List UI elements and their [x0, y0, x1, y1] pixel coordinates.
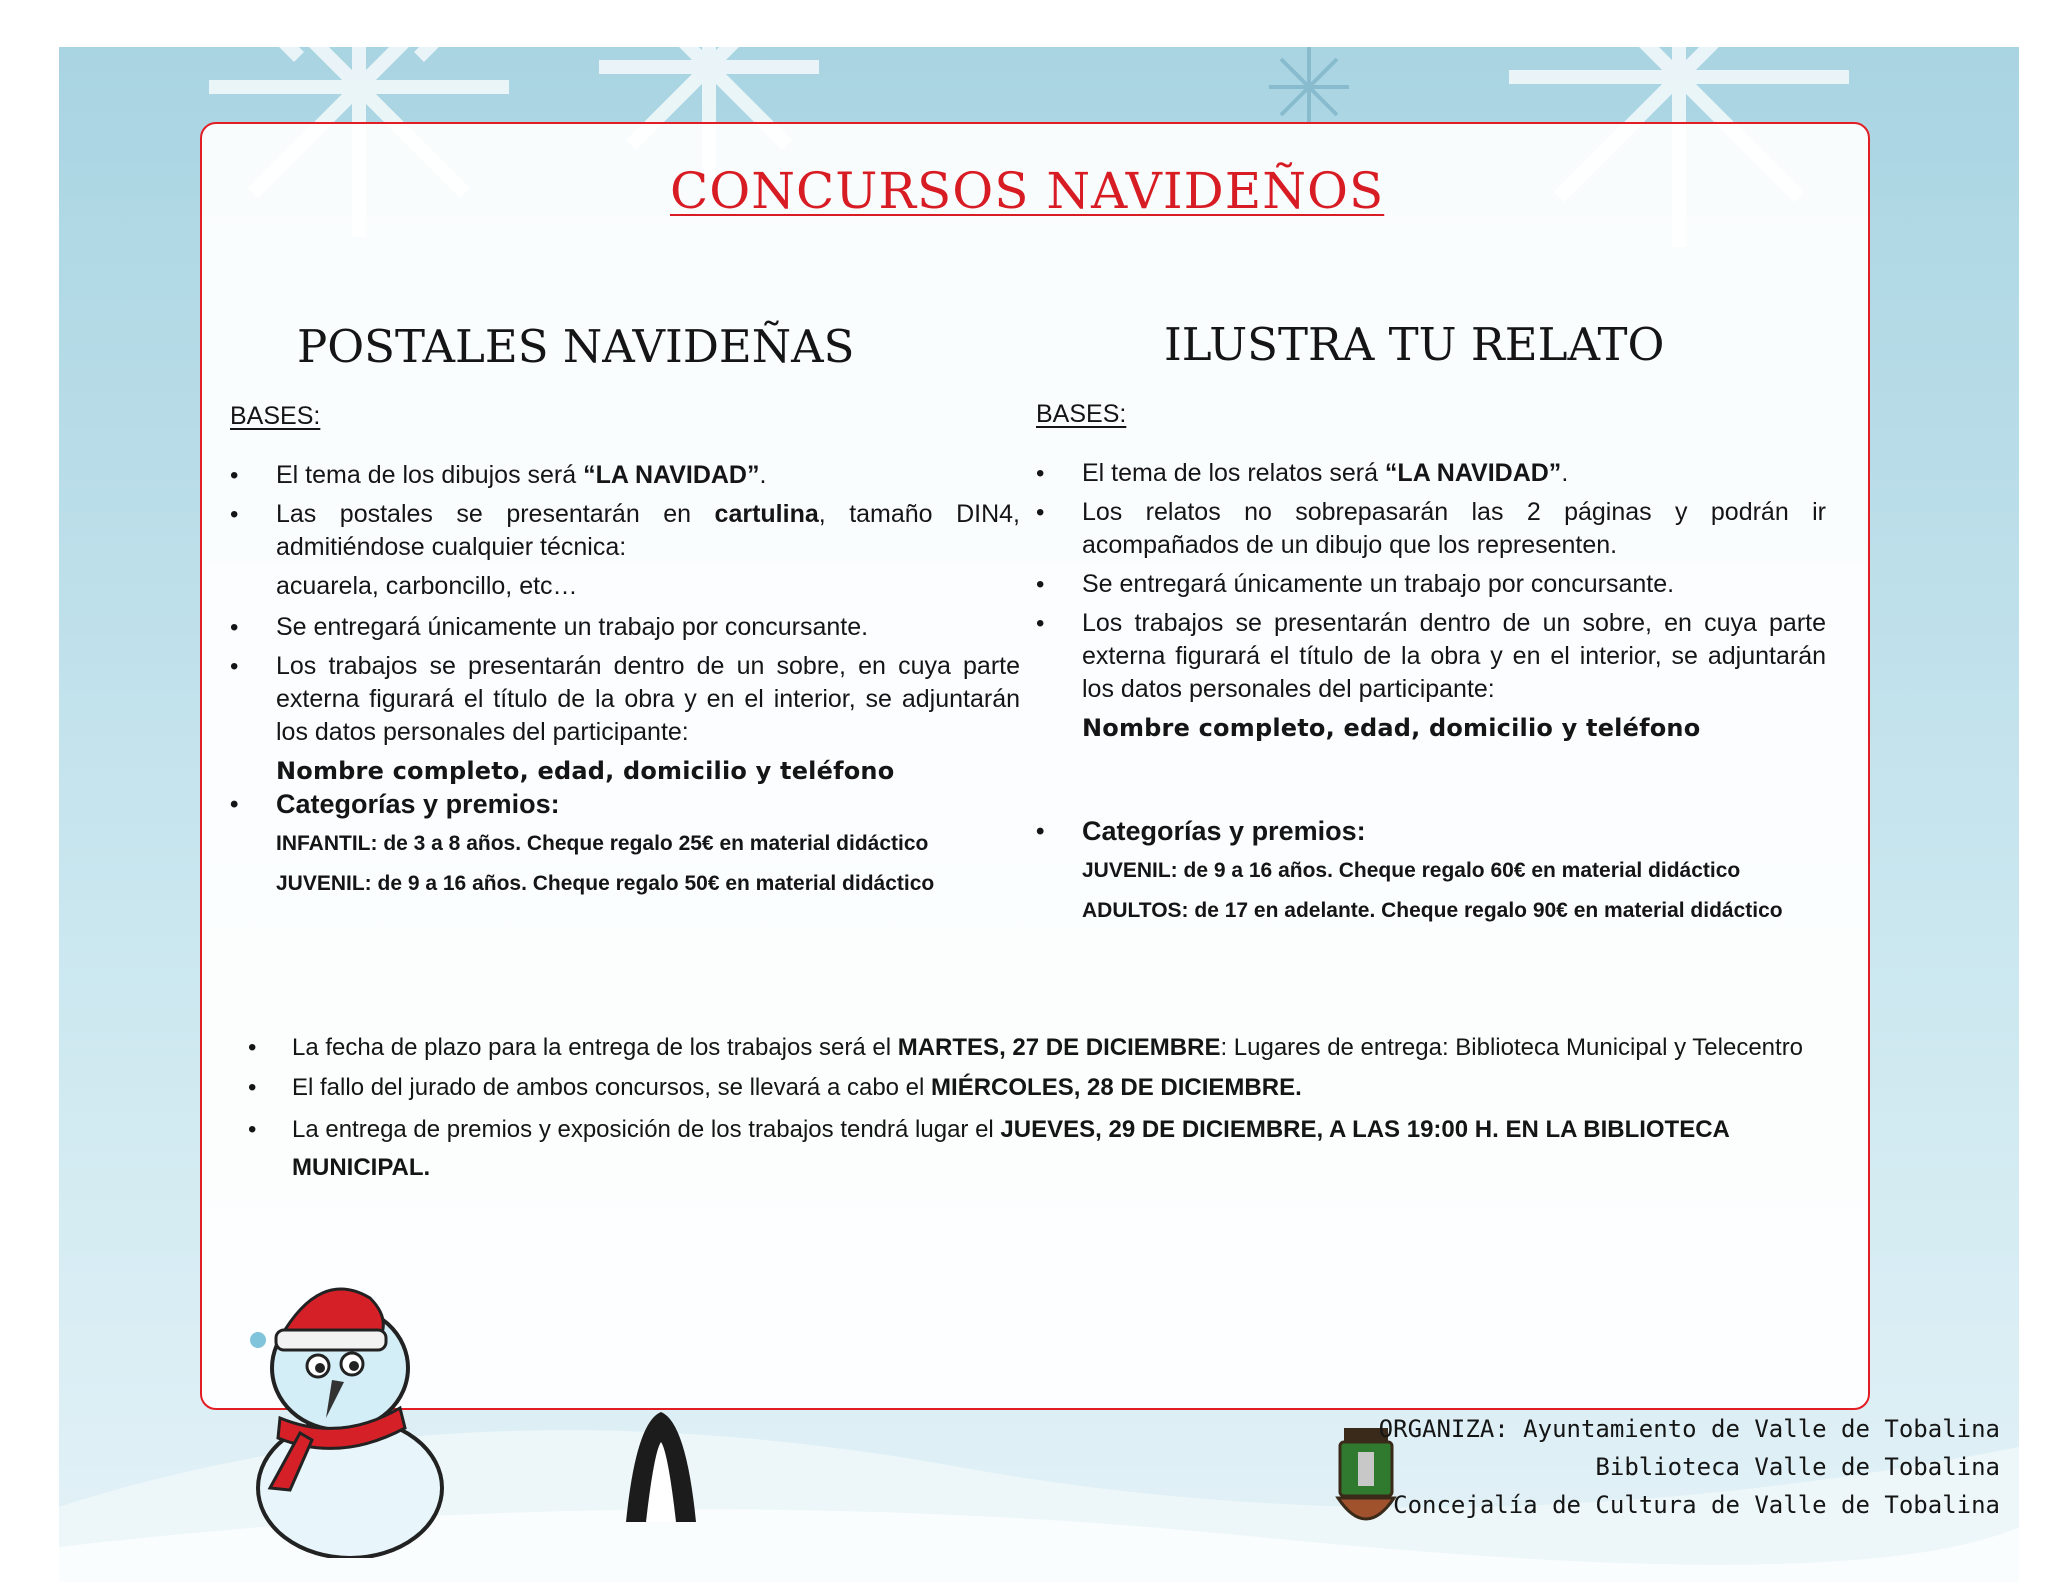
list-item	[230, 459, 1020, 492]
bases-label: BASES:	[230, 402, 321, 430]
organizer-line: ORGANIZA: Ayuntamiento de Valle de Tobalina	[1378, 1415, 2000, 1443]
organizer-line: Biblioteca Valle de Tobalina	[1595, 1453, 2000, 1481]
item-text: , tamaño DIN4, admitiéndose cualquier técnica:	[276, 500, 1020, 561]
bases-list	[230, 459, 1020, 564]
item-bold: MIÉRCOLES, 28 DE DICIEMBRE.	[931, 1074, 1302, 1101]
item-text: Las postales se presentarán en	[276, 500, 715, 528]
category-juvenil: JUVENIL: de 9 a 16 años. Cheque regalo 50€ en material didáctico	[276, 872, 935, 895]
list-item	[1036, 457, 1826, 490]
categories-heading: • Categorías y premios:	[230, 788, 1020, 821]
item-bold: cartulina	[714, 500, 819, 528]
categories-heading: • Categorías y premios:	[1036, 815, 1826, 848]
technique-examples: acuarela, carboncillo, etc…	[276, 572, 578, 600]
list-item: • Se entregará únicamente un trabajo por concursante.	[1036, 568, 1826, 601]
organizers-block	[1379, 1410, 2000, 1524]
dates-list	[248, 1031, 1828, 1187]
item-text: El tema de los dibujos será	[276, 461, 584, 489]
item-text: .	[1561, 459, 1569, 487]
item-bold: “LA NAVIDAD”	[1384, 459, 1562, 487]
item-text: : Lugares de entrega: Biblioteca Municipal y Telecentro	[1220, 1034, 1804, 1061]
postales-title: POSTALES NAVIDEÑAS	[297, 320, 855, 373]
item-bold: “LA NAVIDAD”	[583, 461, 760, 489]
categories-list	[230, 788, 1020, 821]
dates-section	[248, 1031, 1828, 1193]
item-text: El fallo del jurado de ambos concursos, se llevará a cabo el	[292, 1074, 932, 1101]
bases-list	[230, 611, 1020, 749]
list-item: • Los relatos no sobrepasarán las 2 páginas y podrán ir acompañados de un dibujo que los representen.	[1036, 496, 1826, 562]
list-item	[230, 498, 1020, 564]
relato-section	[1036, 398, 1826, 928]
item-bold: JUEVES, 29 DE DICIEMBRE, A LAS 19:00 H. EN LA BIBLIOTECA MUNICIPAL.	[292, 1116, 1729, 1181]
penguin-illustration	[606, 1412, 716, 1522]
snowman-illustration	[240, 1258, 450, 1558]
category-adultos: ADULTOS: de 17 en adelante. Cheque regalo 90€ en material didáctico	[1082, 899, 1783, 922]
jury-item	[248, 1071, 1828, 1105]
list-item: • Los trabajos se presentarán dentro de un sobre, en cuya parte externa figurará el título de la obra y en el interior, se adjuntarán los datos personales del participante:	[230, 650, 1020, 749]
item-text: .	[759, 461, 767, 489]
main-title: CONCURSOS NAVIDEÑOS	[670, 162, 1385, 220]
item-text: El tema de los relatos será	[1082, 459, 1385, 487]
required-data: Nombre completo, edad, domicilio y teléfono	[1082, 714, 1701, 742]
organizer-line: Concejalía de Cultura de Valle de Tobalina	[1393, 1491, 2000, 1519]
item-text: La fecha de plazo para la entrega de los trabajos será el	[292, 1034, 898, 1061]
list-item: • Los trabajos se presentarán dentro de un sobre, en cuya parte externa figurará el título de la obra y en el interior, se adjuntarán los datos personales del participante:	[1036, 607, 1826, 706]
relato-title: ILUSTRA TU RELATO	[1164, 318, 1665, 371]
bases-list	[1036, 457, 1826, 706]
awards-item	[248, 1111, 1828, 1187]
deadline-item	[248, 1031, 1828, 1065]
list-item: • Se entregará únicamente un trabajo por concursante.	[230, 611, 1020, 644]
postales-section	[230, 400, 1020, 901]
item-bold: MARTES, 27 DE DICIEMBRE	[897, 1034, 1221, 1061]
categories-list	[1036, 815, 1826, 848]
required-data: Nombre completo, edad, domicilio y teléfono	[276, 757, 895, 785]
item-text: La entrega de premios y exposición de los trabajos tendrá lugar el	[292, 1116, 1001, 1143]
bases-label: BASES:	[1036, 400, 1127, 428]
category-juvenil: JUVENIL: de 9 a 16 años. Cheque regalo 60€ en material didáctico	[1082, 859, 1741, 882]
category-infantil: INFANTIL: de 3 a 8 años. Cheque regalo 25€ en material didáctico	[276, 832, 929, 855]
